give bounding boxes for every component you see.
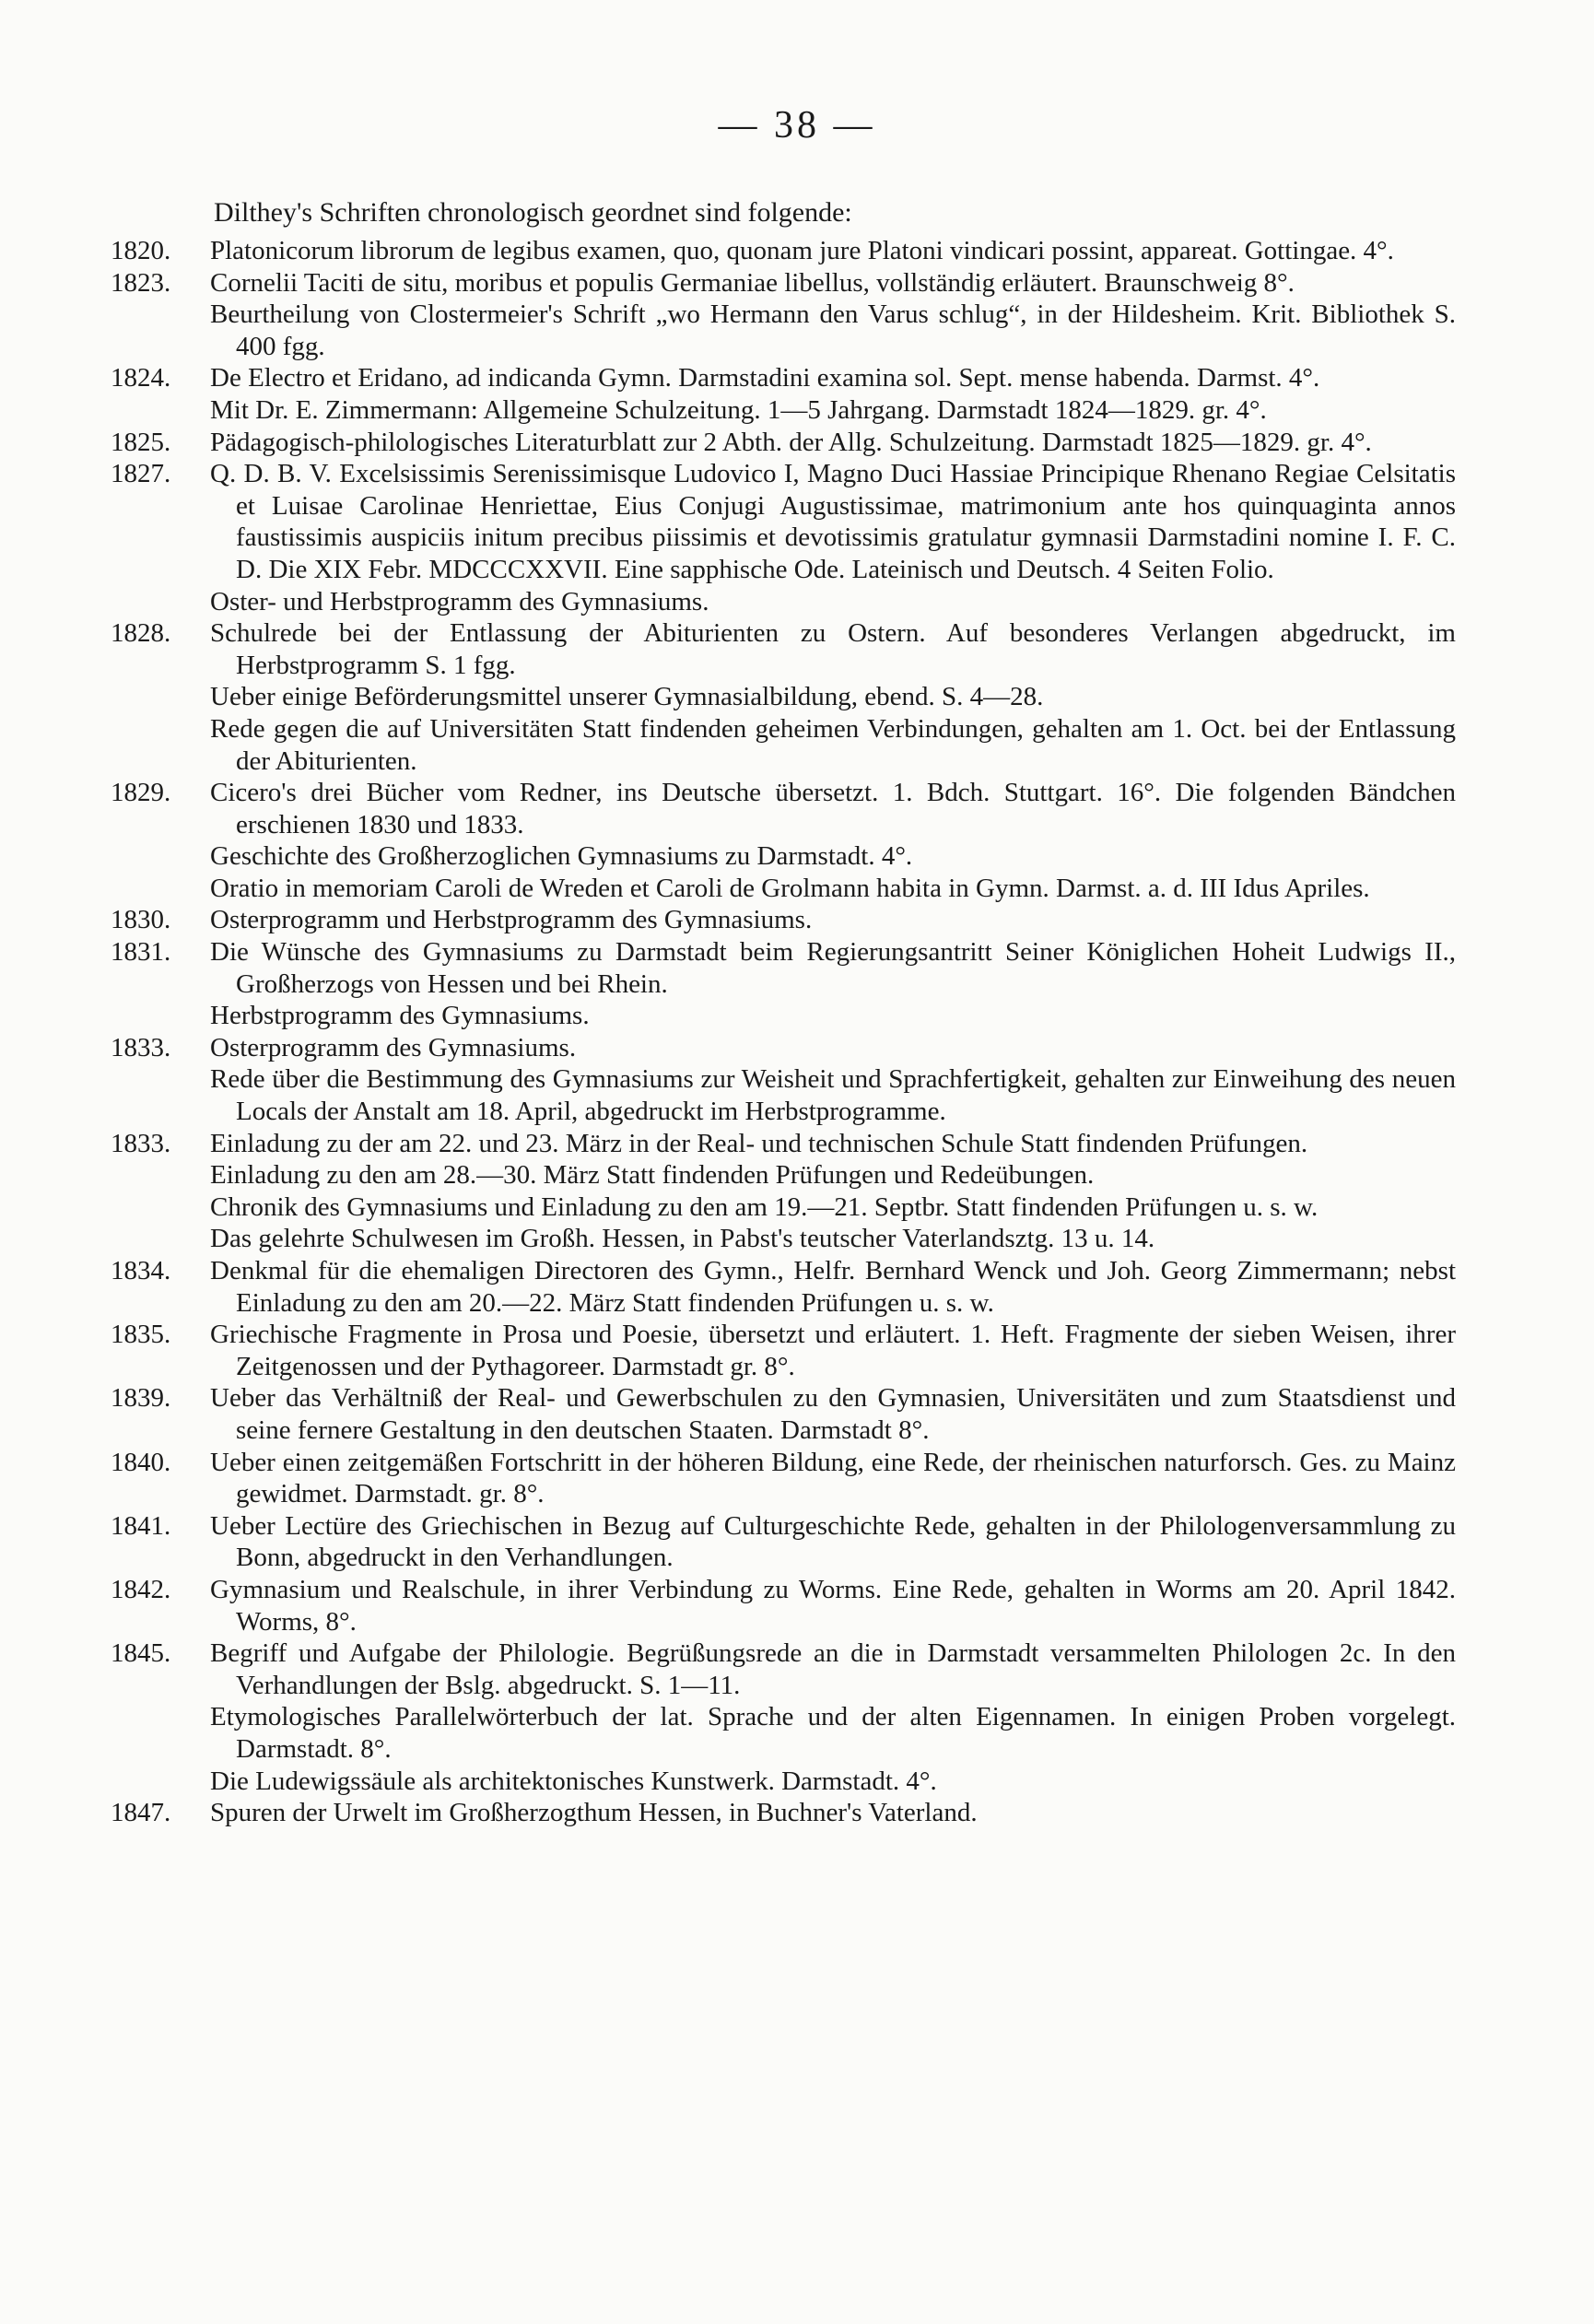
entry-year: 1845. [111, 1638, 171, 1669]
page-number: — 38 — [718, 104, 876, 147]
entry-work: Mit Dr. E. Zimmermann: Allgemeine Schulzeitung. 1—5 Jahrgang. Darmstadt 1824—1829. gr. 4°. [210, 394, 1267, 425]
entry-year: 1840. [111, 1447, 171, 1477]
bibliography-entry [111, 1574, 1456, 1637]
entry-works [210, 617, 1456, 777]
bibliography-entry [111, 235, 1456, 267]
bibliography-entry [111, 1797, 1456, 1829]
entry-work: Chronik des Gymnasiums und Einladung zu den am 19.—21. Septbr. Statt findenden Prüfungen u. s. w. [210, 1191, 1319, 1222]
entry-work: Osterprogramm und Herbstprogramm des Gymnasiums. [210, 905, 813, 935]
bibliography-entry [111, 617, 1456, 777]
entry-work: Die Ludewigssäule als architektonisches Kunstwerk. Darmstadt. 4°. [210, 1766, 937, 1796]
entry-works [210, 362, 1456, 426]
bibliography-entry [111, 267, 1456, 363]
entry-work: Ueber Lectüre des Griechischen in Bezug auf Culturgeschichte Rede, gehalten in der Philologenversammlung zu Bonn, abgedruckt in den Verhandlungen. [210, 1510, 1456, 1573]
bibliography-entry [111, 458, 1456, 617]
entry-work: Schulrede bei der Entlassung der Abiturienten zu Ostern. Auf besonderes Verlangen abgedruckt, im Herbstprogramm S. 1 fgg. [210, 618, 1456, 680]
entry-year: 1847. [111, 1798, 171, 1828]
entry-works [210, 1032, 1456, 1128]
bibliography-entry [111, 777, 1456, 904]
entry-work: Platonicorum librorum de legibus examen, quo, quonam jure Platoni vindicari possint, appareat. Gottingae. 4°. [210, 236, 1394, 265]
entry-works [210, 458, 1456, 617]
bibliography-entry [111, 1128, 1456, 1255]
bibliography-entry [111, 936, 1456, 1032]
entry-year: 1835. [111, 1320, 171, 1350]
entry-works [210, 1637, 1456, 1797]
entry-works [210, 1797, 1456, 1829]
entry-work: Einladung zu der am 22. und 23. März in der Real- und technischen Schule Statt findenden Prüfungen. [210, 1128, 1308, 1158]
entry-year: 1834. [111, 1256, 171, 1285]
entry-year: 1831. [111, 937, 171, 968]
entry-work: Rede über die Bestimmung des Gymnasiums zur Weisheit und Sprachfertigkeit, gehalten zur Einweihung des neuen Locals der Anstalt am 18. April, abgedruckt im Herbstprogramme. [210, 1064, 1456, 1127]
entry-work: Gymnasium und Realschule, in ihrer Verbindung zu Worms. Eine Rede, gehalten in Worms am 20. April 1842. Worms, 8°. [210, 1574, 1456, 1637]
entry-works [210, 1128, 1456, 1255]
entry-works [210, 1447, 1456, 1510]
bibliography-entry [111, 1447, 1456, 1510]
entry-year: 1820. [111, 236, 171, 265]
entry-works [210, 1510, 1456, 1574]
entry-work: De Electro et Eridano, ad indicanda Gymn. Darmstadini examina sol. Sept. mense habenda. Darmst. 4°. [210, 363, 1320, 393]
bibliography-entry [111, 1032, 1456, 1128]
entry-year: 1839. [111, 1383, 171, 1414]
entry-work: Die Wünsche des Gymnasiums zu Darmstadt beim Regierungsantritt Seiner Königlichen Hoheit Ludwigs II., Großherzogs von Hessen und bei Rhein. [210, 937, 1456, 999]
bibliography-entry [111, 1255, 1456, 1319]
entry-works [210, 235, 1456, 267]
entry-work: Ueber das Verhältniß der Real- und Gewerbschulen zu den Gymnasien, Universitäten und zum Staatsdienst und seine fernere Gestaltung in den deutschen Staaten. Darmstadt 8°. [210, 1383, 1456, 1445]
bibliography-entry [111, 1637, 1456, 1797]
entry-year: 1823. [111, 267, 171, 298]
entry-work: Oratio in memoriam Caroli de Wreden et Caroli de Grolmann habita in Gymn. Darmst. a. d. III Idus Apriles. [210, 873, 1370, 903]
entry-work: Einladung zu den am 28.—30. März Statt findenden Prüfungen und Redeübungen. [210, 1160, 1095, 1191]
entry-work: Ueber einen zeitgemäßen Fortschritt in der höheren Bildung, eine Rede, der rheinischen naturforsch. Ges. zu Mainz gewidmet. Darmstadt. gr. 8°. [210, 1447, 1456, 1509]
entry-year: 1824. [111, 363, 171, 393]
entry-year: 1828. [111, 618, 171, 649]
entry-work: Griechische Fragmente in Prosa und Poesie, übersetzt und erläutert. 1. Heft. Fragmente der sieben Weisen, ihrer Zeitgenossen und der Pythagoreer. Darmstadt gr. 8°. [210, 1320, 1456, 1381]
entry-works [210, 1574, 1456, 1637]
entry-work: Spuren der Urwelt im Großherzogthum Hessen, in Buchner's Vaterland. [210, 1798, 978, 1828]
entry-works [210, 777, 1456, 904]
entry-works [210, 1382, 1456, 1446]
entry-work: Das gelehrte Schulwesen im Großh. Hessen, in Pabst's teutscher Vaterlandsztg. 13 u. 14. [210, 1224, 1155, 1254]
entry-works [210, 427, 1456, 459]
entry-work: Denkmal für die ehemaligen Directoren des Gymn., Helfr. Bernhard Wenck und Joh. Georg Zimmermann; nebst Einladung zu den am 20.—22. März Statt findenden Prüfungen u. s. w. [210, 1256, 1456, 1318]
entry-year: 1825. [111, 427, 171, 457]
entry-work: Cornelii Taciti de situ, moribus et populis Germaniae libellus, vollständig erläutert. Braunschweig 8°. [210, 267, 1295, 298]
bibliography-entry [111, 1510, 1456, 1574]
entry-year: 1829. [111, 778, 171, 808]
entry-works [210, 267, 1456, 363]
entry-year: 1842. [111, 1574, 171, 1604]
bibliography-entry [111, 1382, 1456, 1446]
entry-work: Oster- und Herbstprogramm des Gymnasiums. [210, 586, 709, 616]
entry-work: Begriff und Aufgabe der Philologie. Begrüßungsrede an die in Darmstadt versammelten Philologen 2c. In den Verhandlungen der Bslg. abgedruckt. S. 1—11. [210, 1638, 1456, 1700]
entry-year: 1841. [111, 1510, 171, 1541]
entry-work: Cicero's drei Bücher vom Redner, ins Deutsche übersetzt. 1. Bdch. Stuttgart. 16°. Die folgenden Bändchen erschienen 1830 und 1833. [210, 778, 1456, 839]
entry-work: Osterprogramm des Gymnasiums. [210, 1032, 577, 1062]
entry-work: Ueber einige Beförderungsmittel unserer Gymnasialbildung, ebend. S. 4—28. [210, 682, 1044, 712]
entry-work: Geschichte des Großherzoglichen Gymnasiums zu Darmstadt. 4°. [210, 841, 913, 872]
entry-year: 1833. [111, 1032, 171, 1062]
entry-year: 1833. [111, 1128, 171, 1158]
bibliography-entry [111, 904, 1456, 936]
bibliography-entry [111, 1319, 1456, 1382]
entry-work: Rede gegen die auf Universitäten Statt findenden geheimen Verbindungen, gehalten am 1. Oct. bei der Entlassung der Abiturienten. [210, 713, 1456, 776]
bibliography-entry [111, 362, 1456, 426]
entry-work: Etymologisches Parallelwörterbuch der lat. Sprache und der alten Eigennamen. In einigen Proben vorgelegt. Darmstadt. 8°. [210, 1702, 1456, 1764]
bibliography-list [111, 235, 1456, 1829]
entry-works [210, 936, 1456, 1032]
entry-works [210, 904, 1456, 936]
entry-work: Q. D. B. V. Excelsissimis Serenissimisque Ludovico I, Magno Duci Hassiae Principique Rhenano Regiae Celsitatis et Luisae Carolinae Henriettae, Eius Conjugi Augustissimae, matrimonium ante hos quinquaginta annos faustissimis auspiciis initum precibus piissimis et devotissimis gratulatur gymnasii Darmstadini nomine I. F. C. D. Die XIX Febr. MDCCCXXVII. Eine sapphische Ode. Lateinisch und Deutsch. 4 Seiten Folio. [210, 459, 1456, 584]
bibliography-entry [111, 427, 1456, 459]
entry-work: Herbstprogramm des Gymnasiums. [210, 1001, 590, 1031]
entry-year: 1827. [111, 459, 171, 489]
entry-works [210, 1319, 1456, 1382]
entry-work: Beurtheilung von Clostermeier's Schrift „wo Hermann den Varus schlug“, in der Hildesheim. Krit. Bibliothek S. 400 fgg. [210, 299, 1456, 361]
intro-heading: Dilthey's Schriften chronologisch geordnet sind folgende: [214, 197, 852, 228]
entry-works [210, 1255, 1456, 1319]
entry-work: Pädagogisch-philologisches Literaturblatt zur 2 Abth. der Allg. Schulzeitung. Darmstadt 1825—1829. gr. 4°. [210, 427, 1372, 457]
entry-year: 1830. [111, 905, 171, 935]
